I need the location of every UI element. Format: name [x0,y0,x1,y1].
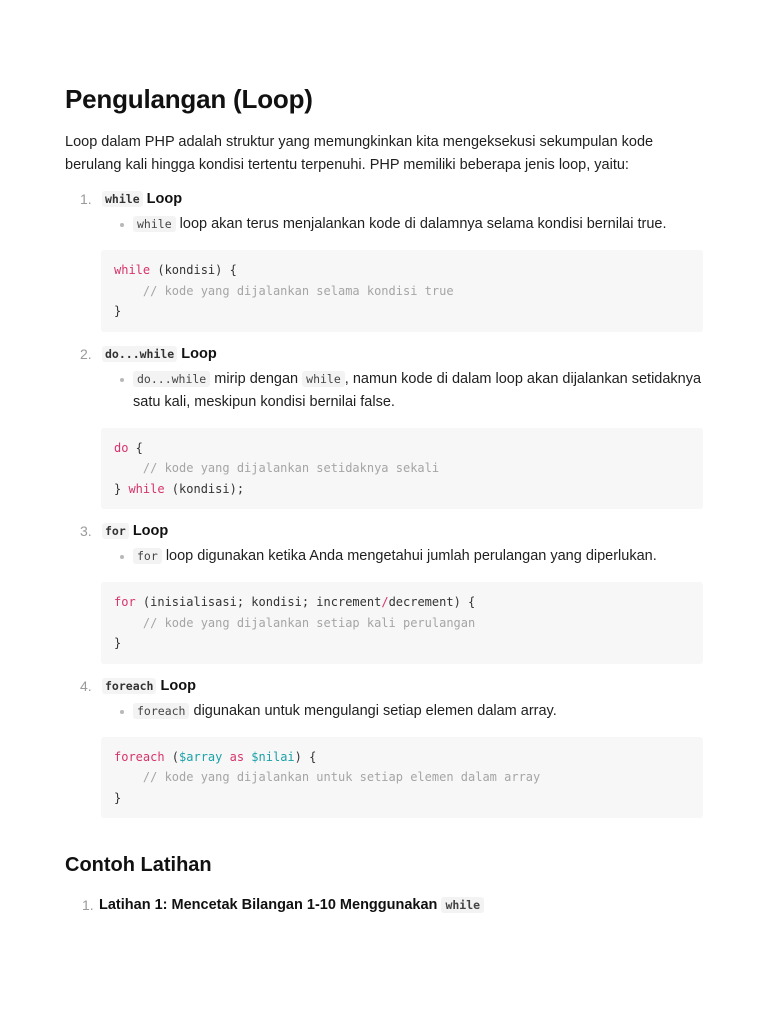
code-text: { [128,440,143,455]
item-heading [65,189,703,209]
bullet-text: , namun kode di dalam loop akan dijalankan setidaknya satu kali, meskipun kondisi bernilai false. [133,370,702,410]
list-number: 4. [80,677,92,694]
item-heading-suffix: Loop [181,345,217,362]
code-block [101,250,703,332]
bullet-dot-icon [120,223,124,227]
inline-code: foreach [102,678,156,694]
list-number: 1. [80,191,92,207]
intro-paragraph: Loop dalam PHP adalah struktur yang memungkinkan kita mengeksekusi sekumpulan kode berulang kali hingga kondisi tertentu terpenuhi. PHP memiliki beberapa jenis loop, yaitu: [65,134,654,173]
code-text: ) { [294,749,317,764]
inline-code: while [302,371,345,387]
bullet-dot-icon [120,710,124,714]
code-comment: // kode yang dijalankan setidaknya sekali [114,461,440,475]
list-number: 1. [82,897,94,913]
loop-types-list [65,189,703,818]
list-number: 3. [80,523,92,539]
code-keyword: as [222,749,252,764]
inline-code: while [441,897,484,913]
list-item-for [65,521,703,664]
code-keyword: do [114,440,129,455]
list-item-do-while [65,344,703,510]
code-block [101,428,703,510]
item-heading-suffix: Loop [132,523,169,539]
inline-code: foreach [133,703,189,719]
code-text: ( [164,749,180,764]
bullet-item [65,213,703,236]
code-comment: // kode yang dijalankan untuk setiap elemen dalam array [114,770,541,784]
latihan-text: Latihan 1: Mencetak Bilangan 1-10 Menggunakan [99,897,438,913]
code-keyword: foreach [114,749,165,764]
inline-code: for [102,523,129,539]
item-heading-suffix: Loop [146,191,183,207]
code-comment: // kode yang dijalankan setiap kali perulangan [114,615,476,630]
bullet-dot-icon [120,555,124,559]
code-keyword: while [128,481,165,496]
code-text: decrement) { [388,595,476,609]
code-text: } [114,636,122,650]
latihan-item [65,895,703,915]
item-heading [65,521,703,541]
bullet-text: mirip dengan [214,370,299,387]
bullet-text: loop akan terus menjalankan kode di dalamnya selama kondisi bernilai true. [179,216,667,232]
code-text: } [114,481,129,496]
bullet-dot-icon [120,378,124,382]
code-variable: $nilai [251,749,295,764]
inline-code: while [133,216,176,232]
section-title: Contoh Latihan [65,854,212,876]
item-heading [65,676,703,696]
code-block [101,737,703,819]
code-text: } [114,304,122,318]
inline-code: do...while [102,346,177,362]
code-keyword: for [114,595,136,609]
inline-code: do...while [133,371,210,387]
bullet-item [65,700,703,723]
item-heading [65,344,703,364]
bullet-item [65,545,703,568]
inline-code: for [133,548,162,564]
bullet-text: digunakan untuk mengulangi setiap elemen dalam array. [193,702,557,719]
code-text: (kondisi) { [150,263,237,277]
code-operator: / [381,595,389,609]
list-number: 2. [80,345,92,362]
code-variable: $array [179,749,223,764]
code-text: (inisialisasi; kondisi; increment [135,595,382,609]
page-title: Pengulangan (Loop) [65,84,313,114]
bullet-item [65,368,703,414]
code-keyword: while [114,263,151,277]
code-text: (kondisi); [164,481,245,496]
list-item-while [65,189,703,332]
inline-code: while [102,191,143,207]
code-text: } [114,790,122,805]
code-comment: // kode yang dijalankan selama kondisi true [114,283,454,298]
bullet-text: loop digunakan ketika Anda mengetahui jumlah perulangan yang diperlukan. [165,548,657,564]
code-block [101,582,703,664]
list-item-foreach [65,676,703,819]
item-heading-suffix: Loop [160,677,196,694]
